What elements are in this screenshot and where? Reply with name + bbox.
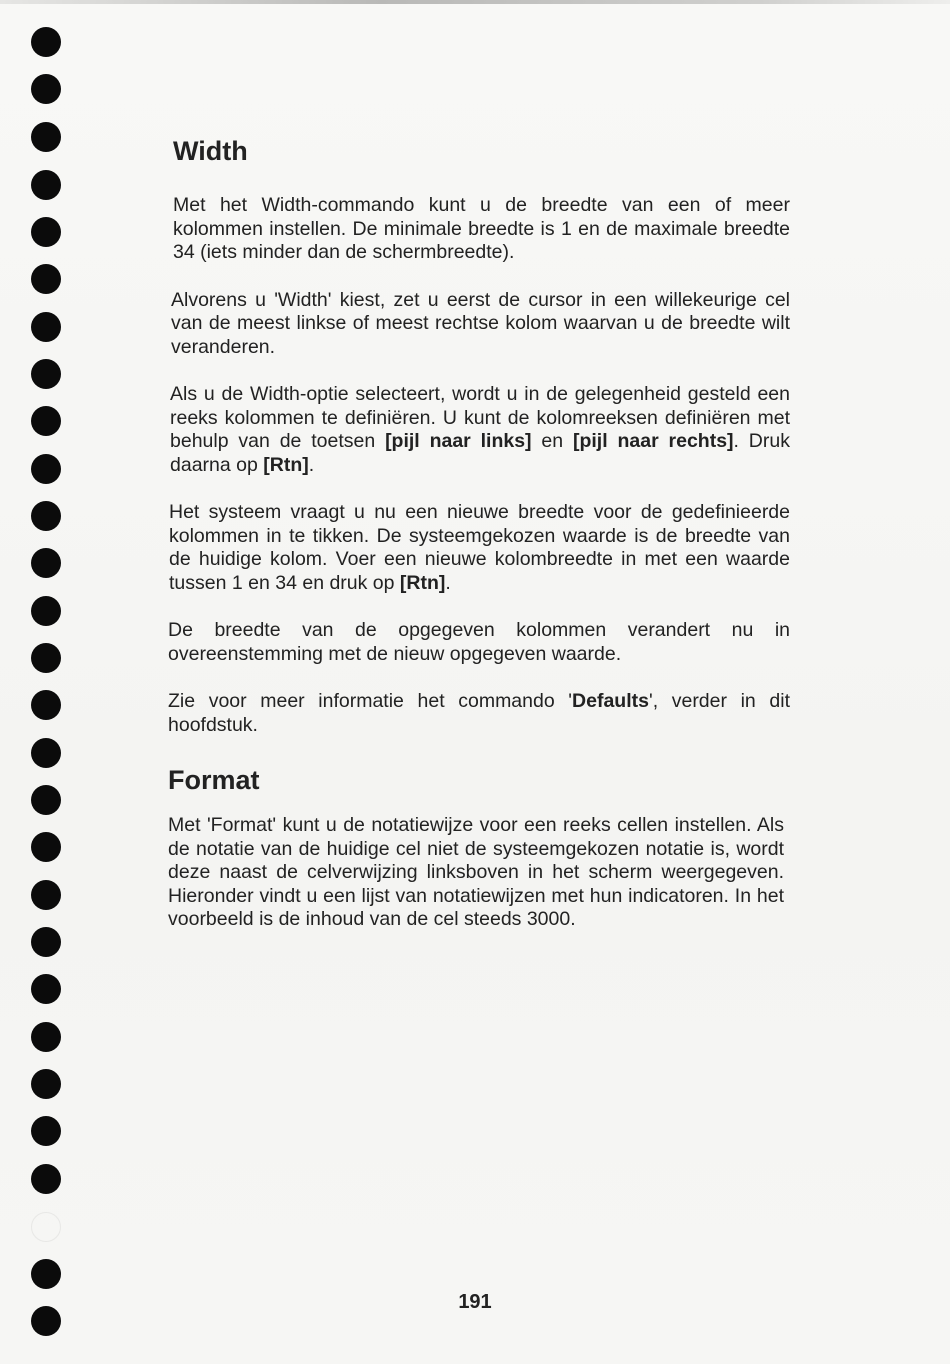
bold-text-run: [pijl naar links] — [385, 430, 532, 452]
binder-hole — [31, 1022, 61, 1052]
binder-hole — [31, 690, 61, 720]
binder-hole — [31, 217, 61, 247]
binder-hole — [31, 170, 61, 200]
binder-hole — [31, 1164, 61, 1194]
binder-hole — [31, 596, 61, 626]
section-heading-width: Width — [173, 136, 248, 166]
width-paragraph-2 — [171, 289, 790, 360]
text-run: De breedte van de opgegeven kolommen verandert nu in overeenstemming met de nieuw opgegeven waarde. — [168, 619, 790, 665]
width-paragraph-1 — [173, 194, 790, 265]
bold-text-run: [pijl naar rechts] — [572, 430, 734, 452]
page-number: 191 — [458, 1291, 492, 1313]
width-paragraph-6 — [168, 690, 790, 737]
binder-hole — [31, 312, 61, 342]
text-run: . — [308, 453, 315, 476]
text-run: Het systeem vraagt u nu een nieuwe breedte voor de gedefinieerde kolommen in te tikken. De systeemgekozen waarde is de breedte van de huidige kolom. Voer een nieuwe kolombreedte in met een waarde tussen 1 en 34 en druk op — [169, 501, 790, 594]
binder-hole — [31, 406, 61, 436]
binder-hole — [31, 880, 61, 910]
binder-hole — [31, 974, 61, 1004]
text-run: Zie voor meer informatie het commando ' — [168, 690, 573, 712]
binder-hole — [31, 27, 61, 57]
text-run: Als u de Width-optie selecteert, wordt u in de gelegenheid gesteld een reeks kolommen te definiëren. U kunt de kolomreeksen definiëren met behulp van de toetsen — [170, 383, 790, 452]
page-content — [168, 136, 790, 932]
binder-hole — [31, 927, 61, 957]
binder-hole — [31, 359, 61, 389]
text-run: Met het Width-commando kunt u de breedte van een of meer kolommen instellen. De minimale breedte is 1 en de maximale breedte 34 (iets minder dan de schermbreedte). — [173, 194, 790, 263]
bold-text-run: Defaults — [572, 690, 649, 712]
binder-hole — [31, 643, 61, 673]
binder-holes — [0, 0, 90, 1364]
binder-hole — [31, 1259, 61, 1289]
width-paragraph-4 — [169, 501, 790, 595]
binder-hole — [31, 454, 61, 484]
binder-hole — [31, 1116, 61, 1146]
binder-hole-empty — [31, 1212, 61, 1242]
binder-hole — [31, 264, 61, 294]
binder-hole — [31, 74, 61, 104]
binder-hole — [31, 785, 61, 815]
binder-hole — [31, 548, 61, 578]
text-run: . — [445, 571, 451, 594]
format-paragraph-1 — [168, 814, 784, 932]
binder-hole — [31, 122, 61, 152]
bold-text-run: [Rtn] — [263, 453, 309, 476]
text-run: en — [531, 430, 573, 452]
width-paragraph-5 — [168, 619, 790, 666]
text-run: Met 'Format' kunt u de notatiewijze voor een reeks cellen instellen. Als de notatie van de huidige cel niet de systeemgekozen notatie is, wordt deze naast de celverwijzing linksboven in het scherm weergegeven. Hieronder vindt u een lijst van notatiewijzen met hun indicatoren. In het voorbeeld is de inhoud van de cel steeds 3000. — [168, 814, 784, 930]
binder-hole — [31, 1069, 61, 1099]
bold-text-run: [Rtn] — [399, 571, 446, 594]
text-run: Alvorens u 'Width' kiest, zet u eerst de cursor in een willekeurige cel van de meest linkse of meest rechtse kolom waarvan u de breedte wilt veranderen. — [171, 288, 790, 358]
page-top-edge — [0, 0, 950, 4]
width-paragraph-3 — [170, 383, 790, 477]
section-heading-format: Format — [168, 765, 260, 795]
text-run: . Druk daarna op — [170, 430, 790, 476]
binder-hole — [31, 832, 61, 862]
binder-hole — [31, 738, 61, 768]
text-run: ', verder in dit hoofdstuk. — [168, 690, 790, 736]
binder-hole — [31, 501, 61, 531]
